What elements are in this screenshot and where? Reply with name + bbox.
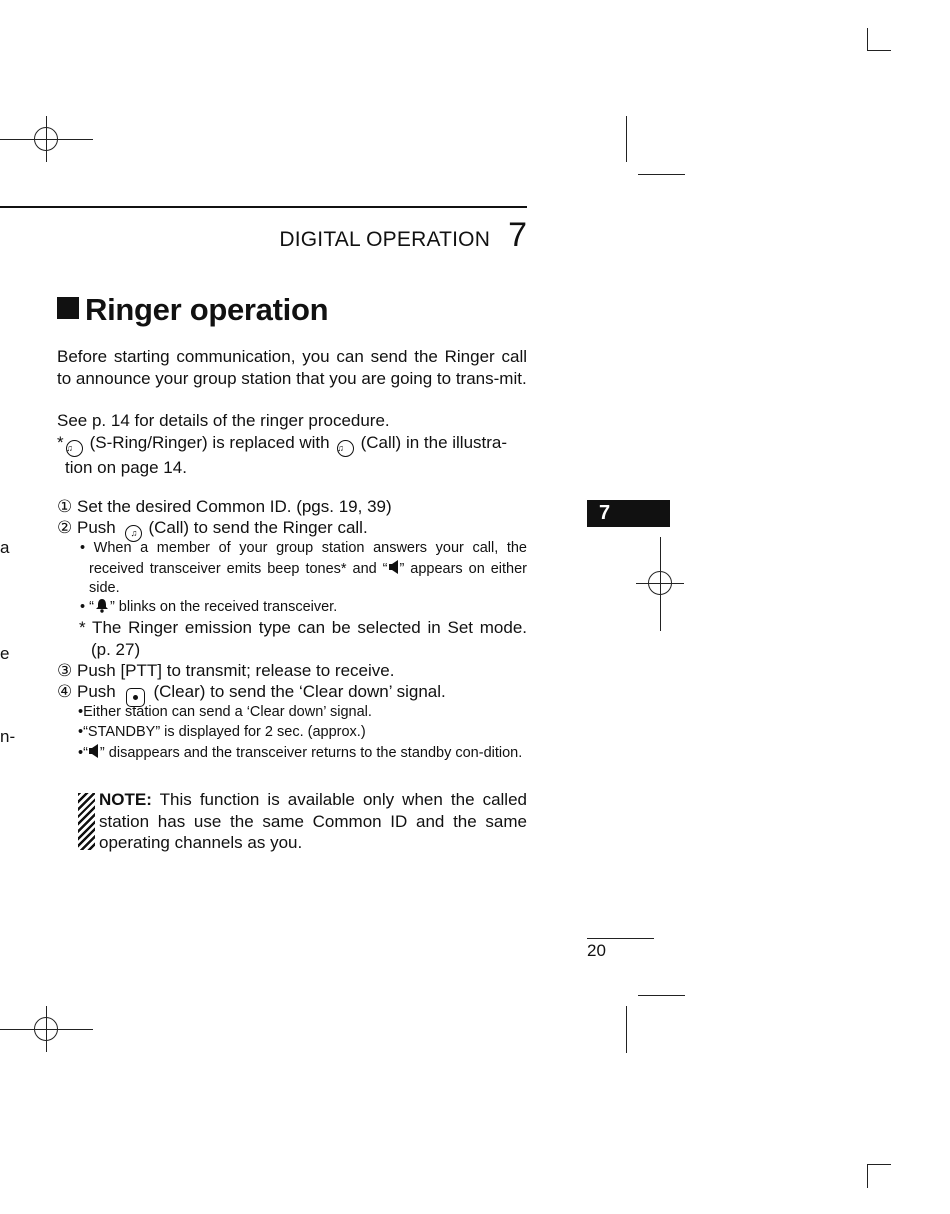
crop-mark bbox=[638, 995, 685, 996]
chapter-tab: 7 bbox=[587, 500, 670, 527]
call-button-icon: ♫ bbox=[337, 440, 354, 457]
ringer-button-icon: ♫ bbox=[66, 440, 83, 457]
section-title: Ringer operation bbox=[57, 292, 328, 328]
registration-circle bbox=[34, 1017, 58, 1041]
step2-bullet-2: • “ ” blinks on the received transceiver. bbox=[80, 599, 338, 615]
crop-mark bbox=[867, 1164, 891, 1165]
step-4: ④ Push (Clear) to send the ‘Clear down’ signal. bbox=[57, 681, 527, 707]
page-number-rule bbox=[587, 938, 654, 939]
note-hatch-icon bbox=[78, 793, 95, 850]
step-1: ① Set the desired Common ID. (pgs. 19, 39) bbox=[57, 497, 392, 516]
speaker-icon bbox=[388, 559, 400, 575]
speaker-icon bbox=[88, 743, 100, 759]
header-rule bbox=[0, 206, 527, 208]
intro-paragraph: Before starting communication, you can send the Ringer call to announce your group station that you are going to trans-mit. bbox=[57, 347, 527, 388]
step4-bullet-1: •Either station can send a ‘Clear down’ signal. bbox=[78, 704, 372, 720]
header-title: DIGITAL OPERATION bbox=[279, 228, 491, 251]
step4-bullet-3: •“ ” disappears and the transceiver returns to the standby con-dition. bbox=[78, 745, 523, 761]
crop-mark bbox=[867, 28, 868, 50]
crop-mark bbox=[638, 174, 685, 175]
margin-fragment: n- bbox=[0, 727, 16, 746]
crop-mark bbox=[867, 50, 891, 51]
page-header bbox=[0, 216, 527, 255]
margin-fragment: e bbox=[0, 644, 10, 663]
step2-bullet-1: • When a member of your group station answers your call, the received transceiver emits beep tones* and “ ” appears on either side. bbox=[80, 540, 527, 596]
step4-bullet-2: •“STANDBY” is displayed for 2 sec. (approx.) bbox=[78, 724, 366, 740]
call-button-icon: ♫ bbox=[125, 525, 142, 542]
intro-reference: See p. 14 for details of the ringer procedure. bbox=[57, 411, 390, 430]
step2-footnote: * The Ringer emission type can be selected in Set mode. (p. 27) bbox=[79, 618, 527, 659]
chapter-number: 7 bbox=[508, 216, 527, 254]
registration-circle bbox=[648, 571, 672, 595]
step-3: ③ Push [PTT] to transmit; release to receive. bbox=[57, 661, 395, 680]
note-box: NOTE: This function is available only when the called station has use the same Common ID and the same operating channels as you. bbox=[99, 790, 527, 852]
intro-footnote: * ♫ (S-Ring/Ringer) is replaced with ♫ (Call) in the illustra-tion on page 14. bbox=[57, 433, 508, 478]
bell-icon bbox=[94, 597, 110, 613]
step-2: ② Push ♫ (Call) to send the Ringer call. bbox=[57, 517, 527, 542]
margin-fragment: a bbox=[0, 538, 10, 557]
crop-mark bbox=[867, 1164, 868, 1188]
crop-mark bbox=[626, 1006, 627, 1053]
registration-circle bbox=[34, 127, 58, 151]
crop-mark bbox=[626, 116, 627, 162]
page-number: 20 bbox=[587, 941, 606, 960]
note-label: NOTE: bbox=[99, 790, 152, 809]
square-bullet-icon bbox=[57, 297, 79, 319]
